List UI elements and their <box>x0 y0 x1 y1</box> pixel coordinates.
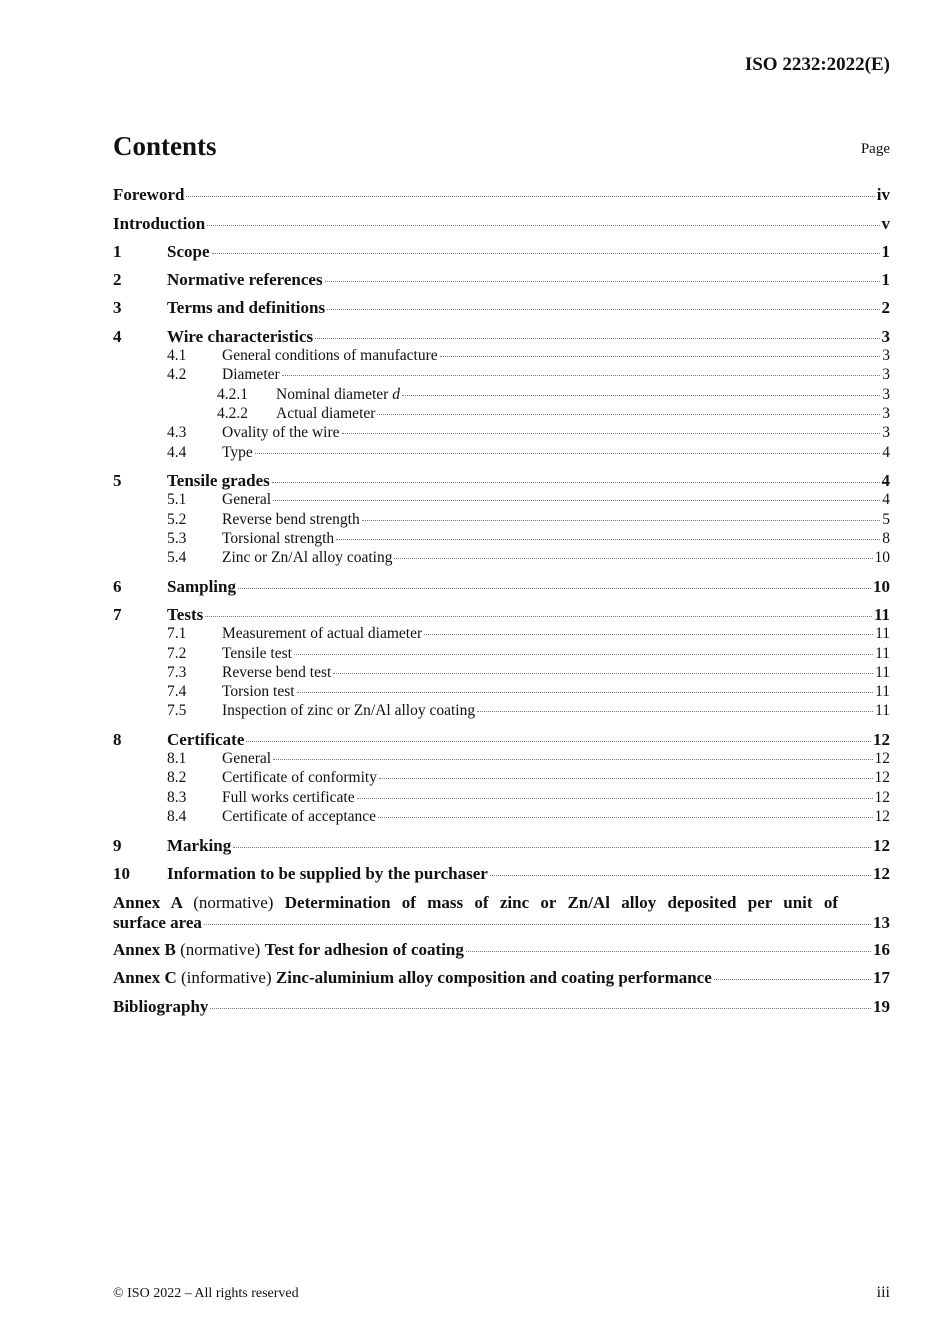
page-number: 1 <box>881 270 890 289</box>
page-number: 12 <box>873 730 890 749</box>
section-number: 7.1 <box>167 625 187 642</box>
page-number: 10 <box>874 549 890 566</box>
toc-entry-8-4[interactable] <box>113 808 890 826</box>
annex-label: Annex C <box>113 968 177 987</box>
page-number: 19 <box>873 997 890 1016</box>
page-number: 11 <box>875 683 890 700</box>
entry-title: Torsion test <box>222 683 295 700</box>
entry-title: Certificate <box>167 730 245 749</box>
toc-entry-4-2-2[interactable] <box>113 405 890 423</box>
page-number: 3 <box>882 424 890 441</box>
toc-entry-8-3[interactable] <box>113 789 890 807</box>
annex-title-continued: surface area <box>113 913 202 932</box>
entry-title: Tests <box>167 605 204 624</box>
dot-leader <box>186 196 874 197</box>
toc-entry-8-1[interactable] <box>113 750 890 768</box>
section-number: 4.1 <box>167 347 187 364</box>
entry-title: Reverse bend strength <box>222 511 360 528</box>
document-id: ISO 2232:2022(E) <box>744 54 890 75</box>
toc-entry-5-2[interactable] <box>113 511 890 529</box>
section-number: 6 <box>113 577 122 596</box>
section-number: 4 <box>113 327 122 346</box>
toc-entry-5-3[interactable] <box>113 530 890 548</box>
dot-leader <box>272 482 880 483</box>
section-number: 8.4 <box>167 808 187 825</box>
section-number: 4.2 <box>167 366 187 383</box>
toc-entry-6[interactable] <box>113 577 890 597</box>
page-number: iv <box>876 185 890 204</box>
dot-leader <box>357 798 873 799</box>
section-number: 7.5 <box>167 702 187 719</box>
entry-title: General <box>222 491 272 508</box>
dot-leader <box>333 673 873 674</box>
page-number: 3 <box>882 366 890 383</box>
toc-entry-8[interactable] <box>113 730 890 750</box>
section-number: 8 <box>113 730 122 749</box>
toc-entry-2[interactable] <box>113 270 890 290</box>
annex-kind: (normative) <box>193 893 274 912</box>
toc-entry-5-4[interactable] <box>113 549 890 567</box>
dot-leader <box>297 692 874 693</box>
annex-title: Test for adhesion of coating <box>264 940 464 959</box>
page-number: 12 <box>873 836 890 855</box>
entry-title: Type <box>222 444 253 461</box>
annex-kind: (informative) <box>181 968 272 987</box>
dot-leader <box>379 778 873 779</box>
entry-title: Actual diameter <box>276 405 376 422</box>
dot-leader <box>490 875 871 876</box>
section-number: 5.1 <box>167 491 187 508</box>
section-number: 7.3 <box>167 664 187 681</box>
toc-entry-4-1[interactable] <box>113 347 890 365</box>
page-number: 11 <box>873 605 890 624</box>
entry-title: Bibliography <box>113 997 209 1016</box>
toc-entry-5-1[interactable] <box>113 491 890 509</box>
toc-entry-annex-b[interactable] <box>113 940 890 960</box>
dot-leader <box>714 979 871 980</box>
entry-title: Terms and definitions <box>167 298 326 317</box>
entry-title: Zinc or Zn/Al alloy coating <box>222 549 393 566</box>
toc-entry-7-3[interactable] <box>113 664 890 682</box>
toc-entry-8-2[interactable] <box>113 769 890 787</box>
page-number: 4 <box>881 471 890 490</box>
entry-title: General conditions of manufacture <box>222 347 438 364</box>
annex-kind: (normative) <box>180 940 261 959</box>
dot-leader <box>205 616 872 617</box>
toc-entry-4-2[interactable] <box>113 366 890 384</box>
entry-title: Information to be supplied by the purchaser <box>167 864 488 883</box>
dot-leader <box>294 654 873 655</box>
dot-leader <box>342 433 881 434</box>
toc-entry-1[interactable] <box>113 242 890 262</box>
entry-title: Sampling <box>167 577 236 596</box>
section-number: 8.2 <box>167 769 187 786</box>
toc-entry-bibliography[interactable] <box>113 997 890 1017</box>
dot-leader <box>327 309 879 310</box>
toc-entry-7-1[interactable] <box>113 625 890 643</box>
dot-leader <box>402 395 880 396</box>
page-number: 5 <box>882 511 890 528</box>
dot-leader <box>255 453 880 454</box>
page-number: 16 <box>873 940 890 959</box>
dot-leader <box>207 225 879 226</box>
entry-title: Nominal diameter <box>276 386 389 403</box>
page-number: 12 <box>873 864 890 883</box>
dot-leader <box>377 414 880 415</box>
section-number: 4.3 <box>167 424 187 441</box>
toc-entry-foreword[interactable] <box>113 185 890 205</box>
dot-leader <box>394 558 872 559</box>
section-number: 5.2 <box>167 511 187 528</box>
section-number: 5 <box>113 471 122 490</box>
toc-entry-4-4[interactable] <box>113 444 890 462</box>
dot-leader <box>233 847 871 848</box>
dot-leader <box>315 338 879 339</box>
dot-leader <box>273 759 872 760</box>
entry-title: Scope <box>167 242 210 261</box>
entry-title: Reverse bend test <box>222 664 332 681</box>
dot-leader <box>273 500 880 501</box>
page-number: 12 <box>874 769 890 786</box>
entry-title: Introduction <box>113 214 206 233</box>
dot-leader <box>477 711 873 712</box>
page-number-footer: iii <box>876 1284 890 1301</box>
copyright-notice: © ISO 2022 – All rights reserved <box>113 1286 299 1301</box>
toc-entry-7-2[interactable] <box>113 645 890 663</box>
entry-title: General <box>222 750 272 767</box>
page-number: v <box>881 214 890 233</box>
section-number: 7.4 <box>167 683 187 700</box>
dot-leader <box>424 634 873 635</box>
toc-entry-annex-c[interactable] <box>113 968 890 988</box>
dot-leader <box>362 520 881 521</box>
entry-title: Measurement of actual diameter <box>222 625 423 642</box>
page-number: 4 <box>882 491 890 508</box>
page-number: 8 <box>882 530 890 547</box>
section-number: 7.2 <box>167 645 187 662</box>
dot-leader <box>378 817 872 818</box>
entry-title: Wire characteristics <box>167 327 314 346</box>
dot-leader <box>336 539 880 540</box>
page-number: 3 <box>881 327 890 346</box>
entry-title: Certificate of conformity <box>222 769 377 786</box>
page-number: 11 <box>875 645 890 662</box>
page-number: 12 <box>874 789 890 806</box>
page-number: 13 <box>873 913 890 932</box>
page-number: 12 <box>874 808 890 825</box>
dot-leader <box>238 588 871 589</box>
annex-title: Zinc-aluminium alloy composition and coating performance <box>275 968 712 987</box>
section-number: 10 <box>113 864 130 883</box>
toc-entry-7-4[interactable] <box>113 683 890 701</box>
page-number: 3 <box>882 405 890 422</box>
entry-title: Certificate of acceptance <box>222 808 377 825</box>
entry-title: Tensile grades <box>167 471 270 490</box>
dot-leader <box>204 924 871 925</box>
page-number: 11 <box>875 664 890 681</box>
entry-title: Tensile test <box>222 645 292 662</box>
dot-leader <box>246 741 871 742</box>
section-number: 8.1 <box>167 750 187 767</box>
page-number: 3 <box>882 347 890 364</box>
entry-title: Torsional strength <box>222 530 335 547</box>
section-number: 4.2.1 <box>217 386 248 403</box>
toc-entry-3[interactable] <box>113 298 890 318</box>
entry-title: Foreword <box>113 185 185 204</box>
dot-leader <box>325 281 880 282</box>
section-number: 5.4 <box>167 549 187 566</box>
page-number: 17 <box>873 968 890 987</box>
section-number: 2 <box>113 270 122 289</box>
toc-entry-introduction[interactable] <box>113 214 890 234</box>
entry-title-italic: d <box>392 386 400 403</box>
toc-entry-annex-a[interactable] <box>113 893 890 933</box>
page-number: 10 <box>873 577 890 596</box>
toc-entry-10[interactable] <box>113 864 890 884</box>
annex-title: Determination of mass of zinc or Zn/Al alloy deposited per unit of <box>284 893 839 912</box>
page-number: 2 <box>881 298 890 317</box>
entry-title: Diameter <box>222 366 280 383</box>
section-number: 9 <box>113 836 122 855</box>
toc-entry-7-5[interactable] <box>113 702 890 720</box>
toc-entry-4-3[interactable] <box>113 424 890 442</box>
annex-label: Annex B <box>113 940 176 959</box>
entry-title: Full works certificate <box>222 789 355 806</box>
page-number: 12 <box>874 750 890 767</box>
toc-entry-4-2-1[interactable] <box>113 386 890 404</box>
page-number: 11 <box>875 625 890 642</box>
section-number: 4.2.2 <box>217 405 248 422</box>
page-number: 4 <box>882 444 890 461</box>
dot-leader <box>282 375 881 376</box>
annex-label: Annex A <box>113 893 182 912</box>
page-number: 3 <box>882 386 890 403</box>
dot-leader <box>466 951 871 952</box>
toc-entry-5[interactable] <box>113 471 890 491</box>
dot-leader <box>212 253 880 254</box>
contents-title: Contents <box>113 131 217 161</box>
entry-title: Ovality of the wire <box>222 424 340 441</box>
section-number: 5.3 <box>167 530 187 547</box>
dot-leader <box>440 356 881 357</box>
entry-title: Marking <box>167 836 232 855</box>
section-number: 1 <box>113 242 122 261</box>
entry-title: Inspection of zinc or Zn/Al alloy coating <box>222 702 476 719</box>
dot-leader <box>210 1008 871 1009</box>
toc-entry-9[interactable] <box>113 836 890 856</box>
toc-entry-4[interactable] <box>113 327 890 347</box>
page-column-label: Page <box>860 141 890 157</box>
section-number: 4.4 <box>167 444 187 461</box>
entry-title: Normative references <box>167 270 323 289</box>
section-number: 8.3 <box>167 789 187 806</box>
section-number: 7 <box>113 605 122 624</box>
toc-entry-7[interactable] <box>113 605 890 625</box>
section-number: 3 <box>113 298 122 317</box>
page-number: 1 <box>881 242 890 261</box>
page-number: 11 <box>875 702 890 719</box>
